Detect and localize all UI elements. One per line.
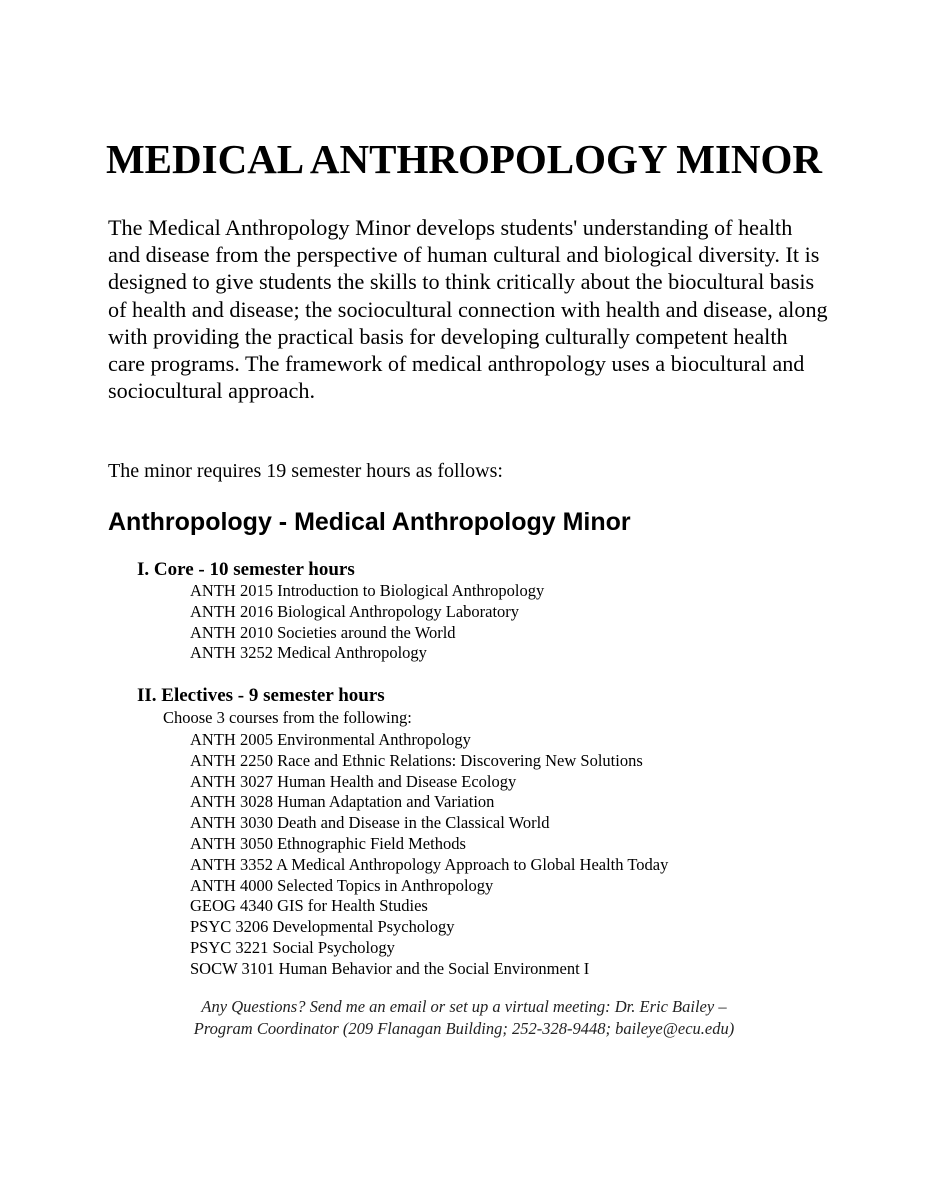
course-item: GEOG 4340 GIS for Health Studies	[190, 896, 428, 916]
course-item: ANTH 2016 Biological Anthropology Laboratory	[190, 601, 520, 621]
page-title: MEDICAL ANTHROPOLOGY MINOR	[105, 136, 823, 183]
course-item: SOCW 3101 Human Behavior and the Social Environment I	[190, 958, 590, 978]
course-item: ANTH 2015 Introduction to Biological Anthropology	[190, 581, 545, 600]
elective-course-list	[190, 730, 668, 980]
course-item: ANTH 3028 Human Adaptation and Variation	[190, 792, 495, 812]
course-item: ANTH 3050 Ethnographic Field Methods	[190, 833, 466, 853]
course-item: ANTH 4000 Selected Topics in Anthropology	[190, 875, 494, 895]
course-item: ANTH 2005 Environmental Anthropology	[190, 730, 471, 749]
core-heading: I. Core - 10 semester hours	[137, 559, 355, 580]
footer-line: Program Coordinator (209 Flanagan Building; 252-328-9448; baileye@ecu.edu)	[193, 1019, 735, 1038]
course-item: ANTH 2010 Societies around the World	[190, 622, 456, 642]
course-item: ANTH 3252 Medical Anthropology	[190, 643, 427, 663]
course-item: ANTH 3030 Death and Disease in the Classical World	[190, 813, 550, 833]
requirements-statement: The minor requires 19 semester hours as follows:	[108, 460, 503, 482]
section-heading: Anthropology - Medical Anthropology Minor	[108, 508, 631, 536]
footer-line: Any Questions? Send me an email or set up a virtual meeting: Dr. Eric Bailey –	[201, 997, 727, 1016]
contact-footer	[0, 996, 928, 1040]
course-item: ANTH 2250 Race and Ethnic Relations: Discovering New Solutions	[190, 750, 643, 770]
electives-instruction: Choose 3 courses from the following:	[163, 708, 412, 727]
electives-heading: II. Electives - 9 semester hours	[137, 685, 385, 706]
course-item: PSYC 3221 Social Psychology	[190, 937, 395, 957]
intro-paragraph: The Medical Anthropology Minor develops students' understanding of health and disease from the perspective of human cultural and biological diversity. It is designed to give students the skills to think critically about the biocultural basis of health and disease; the sociocultural connection with health and disease, along with providing the practical basis for developing culturally competent health care programs. The framework of medical anthropology uses a biocultural and sociocultural approach.	[108, 215, 828, 404]
course-item: ANTH 3352 A Medical Anthropology Approach to Global Health Today	[190, 854, 669, 874]
course-item: PSYC 3206 Developmental Psychology	[190, 917, 455, 937]
core-course-list	[190, 581, 544, 664]
course-item: ANTH 3027 Human Health and Disease Ecology	[190, 771, 517, 791]
